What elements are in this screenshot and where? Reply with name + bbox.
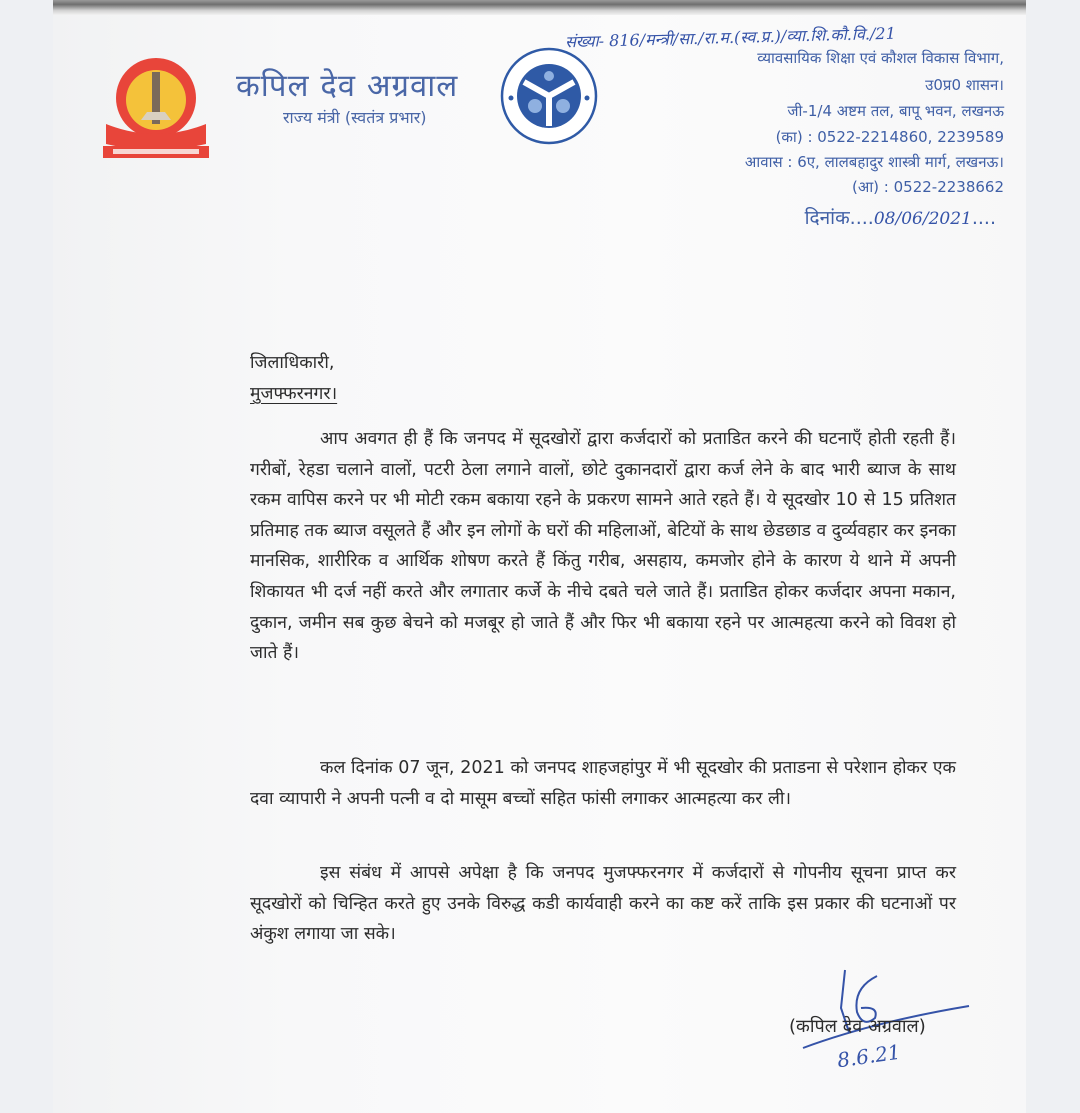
addressee-district: मुजफ्फरनगर।	[250, 384, 338, 404]
scan-edge-shadow	[53, 0, 1026, 15]
signatory-name: (कपिल देव अग्रवाल)	[789, 1016, 926, 1037]
date-trail: ....	[971, 207, 996, 229]
date-label: दिनांक....	[804, 207, 874, 229]
paragraph-text: कल दिनांक 07 जून, 2021 को जनपद शाहजहांपुर में भी सूदखोर की प्रताडना से परेशान होकर एक दवा व्यापारी ने अपनी पत्नी व दो मासूम बच्चों सहित फांसी लगाकर आत्महत्या कर ली।	[250, 758, 956, 809]
minister-name: कपिल देव अग्रवाल	[236, 68, 459, 104]
letter-date	[805, 204, 996, 230]
office-address: जी-1/4 अष्टम तल, बापू भवन, लखनऊ	[787, 102, 1004, 120]
residence-address: आवास : 6ए, लालबहादुर शास्त्री मार्ग, लखनऊ।	[744, 153, 1004, 171]
reference-number: संख्या- 816/मन्त्री/सा./रा.म.(स्व.प्र.)/व्या.शि.कौ.वि./21	[564, 23, 896, 52]
department-emblem-logo	[101, 52, 211, 160]
residence-phone: (आ) : 0522-2238662	[851, 178, 1004, 196]
office-phone: (का) : 0522-2214860, 2239589	[775, 128, 1004, 146]
paragraph-text: इस संबंध में आपसे अपेक्षा है कि जनपद मुजफ्फरनगर में कर्जदारों से गोपनीय सूचना प्राप्त कर सूदखोरों को चिन्हित करते हुए उनके विरुद्ध कडी कार्यवाही करने का कष्ट करें ताकि इस प्रकार की घटनाओं पर अंकुश लगाया जा सके।	[250, 863, 956, 945]
addressee-designation: जिलाधिकारी,	[250, 353, 335, 373]
department-name: व्यावसायिक शिक्षा एवं कौशल विकास विभाग,	[757, 49, 1004, 67]
addressee-block	[250, 348, 956, 410]
signature-block	[753, 962, 983, 1082]
minister-title: राज्य मंत्री (स्वतंत्र प्रभार)	[283, 108, 427, 127]
letter-page	[53, 0, 1026, 1113]
paragraph-text: आप अवगत ही हैं कि जनपद में सूदखोरों द्वारा कर्जदारों को प्रताडित करने की घटनाएँ होती रहती हैं। गरीबों, रेहडा चलाने वालों, पटरी ठेला लगाने वालों, छोटे दुकानदारों द्वारा कर्ज लेने के बाद भारी ब्याज के साथ रकम वापिस करने पर भी मोटी रकम बकाया रहने के प्रकरण सामने आते रहते हैं। ये सूदखोर 10 से 15 प्रतिशत प्रतिमाह तक ब्याज वसूलते हैं और इन लोगों के घरों की महिलाओं, बेटियों के साथ छेडछाड व दुर्व्यवहार कर इनका मानसिक, शारीरिक व आर्थिक शोषण करते हैं किंतु गरीब, असहाय, कमजोर होने के कारण ये थाने में अपनी शिकायत भी दर्ज नहीं करते और लगातार कर्जे के नीचे दबते चले जाते हैं। प्रताडित होकर कर्जदार अपना मकान, दुकान, जमीन सब कुछ बेचने को मजबूर हो जाते हैं और फिर भी बकाया रहने पर आत्महत्या करने को विवश हो जाते हैं।	[250, 429, 956, 664]
signature-date: 8.6.21	[835, 1039, 902, 1073]
body-paragraph	[250, 753, 956, 814]
body-paragraph	[250, 424, 956, 669]
government-name: उ0प्र0 शासन।	[925, 76, 1004, 94]
body-paragraph	[250, 858, 956, 950]
date-value: 08/06/2021	[873, 209, 972, 229]
up-government-seal-logo	[499, 46, 599, 146]
